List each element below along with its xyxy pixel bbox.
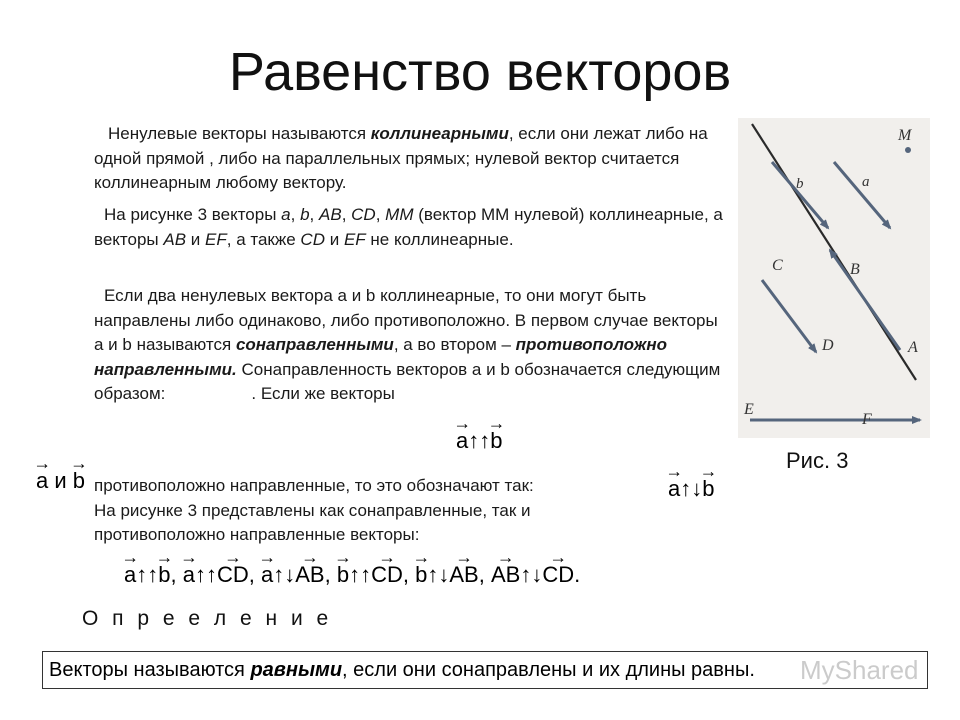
term-collinear: коллинеарными [370,124,509,143]
label-b: b [796,176,804,192]
vector-relation: → a↑↑→ CD, [183,562,261,587]
figure-vectors-drawing [738,118,930,438]
vector-relation: → a↑↑→ b, [124,562,183,587]
term-equal: равными [250,659,343,681]
vector-relation: → a↑↓→ AB, [261,562,337,587]
paragraph-figure-description: На рисунке 3 векторы a, b, AB, CD, MM (вектор MM нулевой) коллинеарные, а векторы AB и EF, а также CD и EF не коллинеарные. [94,205,723,249]
vector-relation: → AB↑↓→ CD. [491,562,580,587]
opposite-notation: → a↑↓→ b [668,476,715,502]
figure-vectors [738,118,930,438]
codirected-notation: → a↑↑→ b [456,428,503,454]
term-codirected: сонаправленными [235,335,394,354]
label-m: M [898,127,912,144]
label-a: a [862,174,870,190]
vectors-a-and-b-label: → a и → b [36,468,85,494]
paragraph-collinear-definition: Ненулевые векторы называются коллинеарными, если они лежат либо на одной прямой , либо на параллельных прямых; нулевой вектор считается коллинеарным любому вектору. [94,124,708,192]
vector-relations-list [124,562,580,588]
definition-box: Векторы называются равными, если они сонаправлены и их длины равны. [42,651,928,689]
vector-ab [830,250,900,350]
label-point-f: F [862,411,872,428]
label-point-c: C [772,257,783,274]
vector-relation: → b↑↑→ CD, [337,562,415,587]
label-point-a: A [908,339,918,356]
paragraph-opposite-notation: противоположно направленные, то это обозначают так: На рисунке 3 представлены как сонаправленные, так и противоположно направленные векторы: [94,476,534,544]
vector-a [834,162,890,228]
vector-cd [762,280,816,352]
vector-b [772,162,828,228]
label-point-b: B [850,261,860,278]
watermark: MyShared [800,655,919,685]
term-opposite: противоположно направленными. [94,335,668,379]
slide-title: Равенство векторов [228,42,732,102]
definition-heading: О п р е е л е н и е [82,607,333,630]
label-point-e: E [744,401,754,418]
point-m [905,147,911,153]
label-point-d: D [822,337,834,354]
figure-caption: Рис. 3 [786,448,849,473]
vector-relation: → b↑↓→ AB, [415,562,491,587]
paragraph-codirected: Если два ненулевых вектора a и b коллинеарные, то они могут быть направлены либо одинаково, либо противоположно. В первом случае векторы a и b называются сонаправленными, а во втором – противоположно направленными. Сонаправленность векторов a и b обозначается следующим образом: . Если же векторы [94,286,721,403]
